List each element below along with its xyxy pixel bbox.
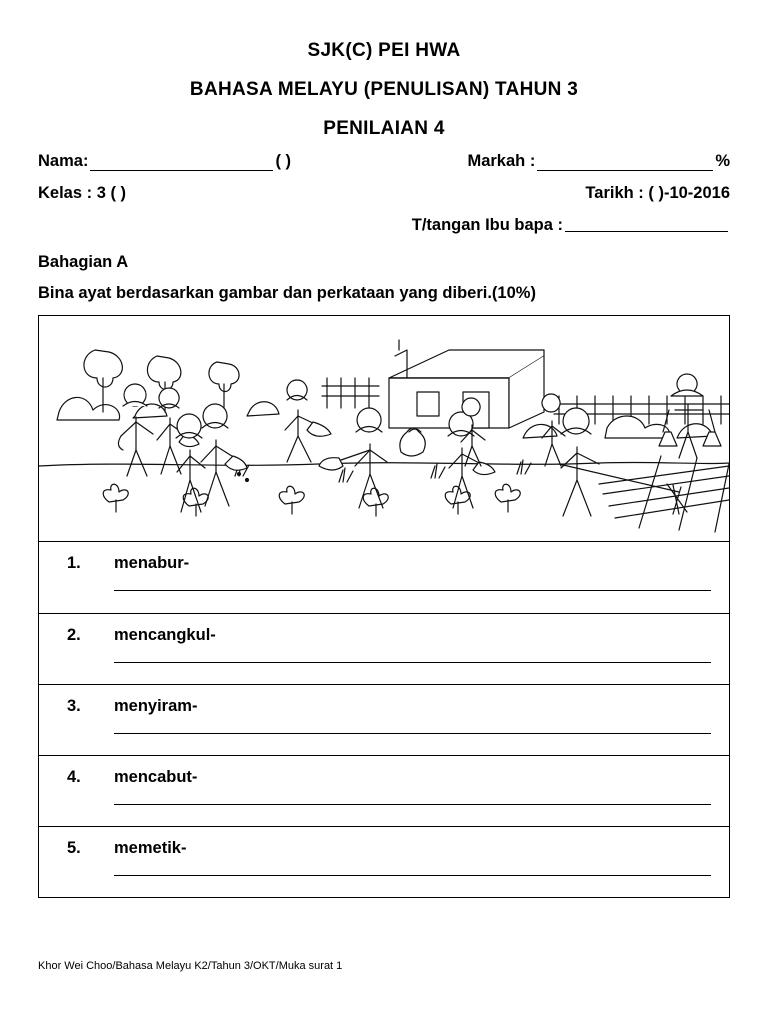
tarikh-label[interactable]: Tarikh : ( )-10-2016 [585, 184, 730, 202]
answer-input-4[interactable] [114, 804, 711, 805]
markah-label: Markah : [467, 152, 536, 170]
answers-table [38, 542, 730, 898]
answer-word: memetik- [114, 839, 187, 857]
markah-input[interactable] [537, 155, 713, 171]
section-instruction: Bina ayat berdasarkan gambar dan perkataan yang diberi.(10%) [38, 284, 536, 302]
answer-word: mencangkul- [114, 626, 216, 644]
section-title: Bahagian A [38, 253, 129, 271]
markah-unit: % [715, 152, 730, 170]
answer-input-3[interactable] [114, 733, 711, 734]
info-row-nama-markah [38, 152, 730, 171]
kelas-label[interactable]: Kelas : 3 ( ) [38, 184, 127, 202]
nama-field-group [38, 152, 291, 171]
nama-input[interactable] [90, 155, 273, 171]
answer-number: 2. [67, 626, 81, 644]
nama-bracket: ( ) [275, 152, 292, 170]
answer-word: menyiram- [114, 697, 198, 715]
nama-label: Nama: [38, 152, 89, 170]
markah-field-group [467, 152, 730, 171]
document-header [0, 0, 768, 140]
subject-title: BAHASA MELAYU (PENULISAN) TAHUN 3 [189, 79, 579, 100]
answer-input-5[interactable] [114, 875, 711, 876]
answer-input-1[interactable] [114, 590, 711, 591]
answer-input-2[interactable] [114, 662, 711, 663]
farm-scene-illustration [39, 316, 729, 541]
answer-word: mencabut- [114, 768, 198, 786]
answer-number: 4. [67, 768, 81, 786]
ttangan-label: T/tangan Ibu bapa : [411, 216, 563, 234]
answer-row-4 [39, 755, 729, 826]
ttangan-input[interactable] [565, 216, 728, 232]
answer-row-5 [39, 826, 729, 897]
answer-word: menabur- [114, 554, 190, 572]
answer-number: 1. [67, 554, 81, 572]
info-row-ttangan [38, 216, 730, 235]
student-info-block [38, 152, 730, 235]
answer-row-1 [39, 542, 729, 613]
info-row-kelas-tarikh [38, 184, 730, 203]
school-name: SJK(C) PEI HWA [307, 40, 461, 61]
answer-number: 5. [67, 839, 81, 857]
assessment-title: PENILAIAN 4 [323, 118, 445, 139]
picture-box [38, 315, 730, 542]
answer-row-3 [39, 684, 729, 755]
answer-number: 3. [67, 697, 81, 715]
page-footer: Khor Wei Choo/Bahasa Melayu K2/Tahun 3/OKT/Muka surat 1 [38, 960, 343, 972]
answer-row-2 [39, 613, 729, 684]
